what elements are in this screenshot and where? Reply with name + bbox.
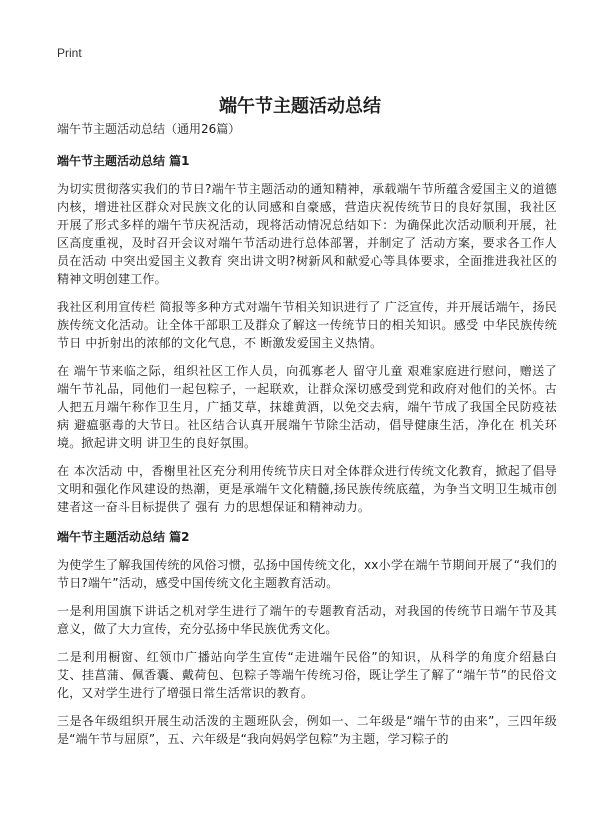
section-2 — [57, 528, 557, 748]
section-heading: 端午节主题活动总结 篇2 — [57, 530, 190, 544]
paragraph: 三是各年级组织开展生动活泼的主题班队会，例如一、二年级是“端午节的由来”，三四年级是“端午节与屈原”，五、六年级是“我向妈妈学包粽”为主题，学习粽子的 — [57, 714, 557, 746]
paragraph: 为切实贯彻落实我们的节日?端午节主题活动的通知精神，承载端午节所蕴含爱国主义的道德内核，增进社区群众对民族文化的认同感和自豪感，营造庆祝传统节日的良好氛围，我社区开展了形式多样的端午节庆祝活动，现将活动情况总结如下：为确保此次活动顺利开展，社区高度重视，及时召开会议对端午节活动进行总体部署，并制定了 活动方案，要求各工作人员在活动 中突出爱国主义教育 突出讲文明?树新风和献爱心等具体要求，全面推进我社区的精神文明创建工作。 — [57, 182, 557, 286]
document-title: 端午节主题活动总结 — [219, 96, 381, 118]
document-subtitle: 端午节主题活动总结（通用26篇） — [57, 122, 241, 136]
document-body — [57, 120, 557, 758]
section-heading: 端午节主题活动总结 篇1 — [57, 154, 190, 168]
paragraph: 一是利用国旗下讲话之机对学生进行了端午的专题教育活动，对我国的传统节日端午节及其意义，做了大力宣传，充分弘扬中华民族优秀文化。 — [57, 604, 557, 636]
paragraph: 为使学生了解我国传统的风俗习惯，弘扬中国传统文化，xx小学在端午节期间开展了“我们的节日?端午”活动，感受中国传统文化主题教育活动。 — [57, 558, 557, 590]
paragraph: 在 端午节来临之际，组织社区工作人员，向孤寡老人 留守儿童 艰难家庭进行慰问，赠送了端午节礼品，同他们一起包粽子，一起联欢，让群众深切感受到党和政府对他们的关怀。古人把五月端午称作卫生月，广插艾草，抹雄黄酒，以免交去病，端午节成了我国全民防疫祛病 避瘟驱毒的大节日。社区结合认真开展端午节除尘活动，倡导健康生活，净化在 机关环境。掀起讲文明 讲卫生的良好氛围。 — [57, 364, 557, 450]
paragraph: 二是利用橱窗、红领巾广播站向学生宣传“走进端午民俗”的知识，从科学的角度介绍悬白艾、挂菖蒲、佩香囊、戴荷包、包粽子等端午传统习俗，既让学生了解了“端午节”的民俗文化，又对学生进行了增强日常生活常识的教育。 — [57, 650, 557, 700]
section-1 — [57, 152, 557, 516]
paragraph: 我社区利用宣传栏 简报等多种方式对端午节相关知识进行了 广泛宣传，并开展话端午，扬民族传统文化活动。让全体干部职工及群众了解这一传统节日的相关知识。感受 中华民族传统节日 中折射出的浓郁的文化气息，不 断激发爱国主义热情。 — [57, 300, 557, 350]
print-link[interactable]: Print — [57, 46, 82, 60]
paragraph: 在 本次活动 中，香榭里社区充分利用传统节庆日对全体群众进行传统文化教育，掀起了倡导文明和强化作风建设的热潮，更是承端午文化精髓,扬民族传统底蕴，为争当文明卫生城市创建者这一奋斗目标提供了 强有 力的思想保证和精神动力。 — [57, 464, 557, 514]
